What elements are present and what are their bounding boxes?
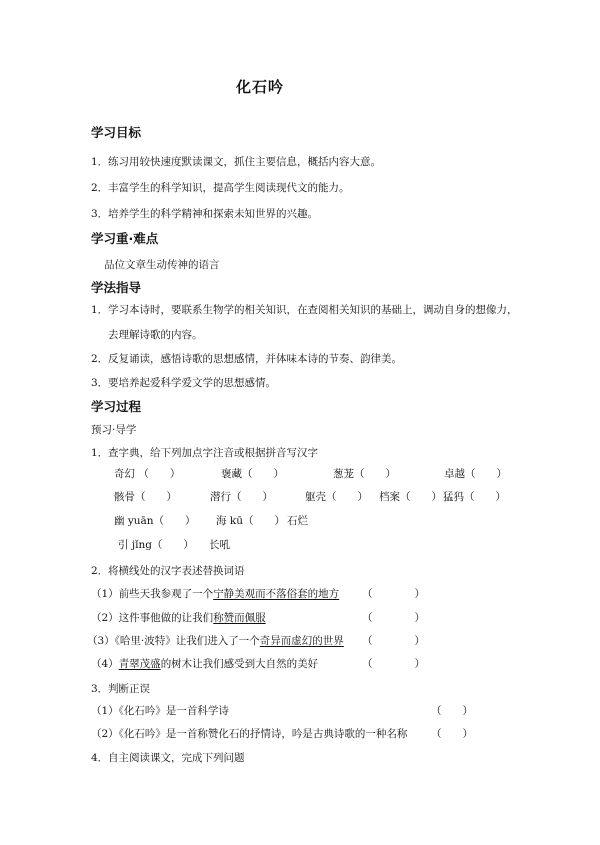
q3-prompt: 判断正误 xyxy=(108,683,150,695)
q2-item-3-underlined: 奇异而虚幻的世界 xyxy=(259,635,344,647)
q3-item-2: （2）《化石吟》是一首称赞化石的抒情诗，吟是古典诗歌的一种名称 xyxy=(91,728,408,740)
q1-word-8: 档案（ ） xyxy=(379,491,442,503)
q1-word-13: 引 jǐng（ ） xyxy=(118,539,194,551)
goal-item-2: 丰富学生的科学知识，提高学生阅读现代文的能力。 xyxy=(108,182,350,194)
q1-word-3: 葱茏（ ） xyxy=(333,468,396,480)
goal-item-3: 培养学生的科学精神和探索未知世界的兴趣。 xyxy=(108,208,318,220)
goal-item-num-1: 1． xyxy=(91,156,109,168)
method-item-1: 学习本诗时，要联系生物学的相关知识，在查阅相关知识的基础上，调动自身的想像力， xyxy=(108,304,518,316)
q2-item-3-pre: （3）《哈里·波特》让我们进入了一个 xyxy=(87,635,260,647)
q2-item-1-answer-paren: （ ） xyxy=(362,588,425,600)
q2-item-4-underlined: 青翠茂盛 xyxy=(118,658,161,670)
q3-item-1: （1）《化石吟》是一首科学诗 xyxy=(91,705,229,717)
q2-num: 2． xyxy=(91,565,109,577)
q1-word-4: 卓越（ ） xyxy=(444,468,507,480)
q2-item-1 xyxy=(91,589,339,600)
q1-word-12: 石烂 xyxy=(287,515,308,527)
q1-word-5: 骸骨（ ） xyxy=(114,491,177,503)
q2-item-4-post: 的树木让我们感受到大自然的美好 xyxy=(160,658,319,670)
q1-word-7: 躯壳（ ） xyxy=(305,491,368,503)
q2-item-2 xyxy=(91,613,266,624)
goal-item-num-2: 2． xyxy=(91,182,109,194)
q2-item-4-pre: （4） xyxy=(91,658,119,670)
q2-item-2-pre: （2）这件事他做的让我们 xyxy=(91,612,214,624)
q1-num: 1． xyxy=(91,447,109,459)
q2-item-4 xyxy=(91,659,318,670)
q1-word-14: 长吼 xyxy=(209,539,230,551)
q1-word-9: 猛犸（ ） xyxy=(443,491,506,503)
page-title: 化石吟 xyxy=(236,78,285,96)
q1-word-10: 幽 yuān（ ） xyxy=(114,515,196,527)
q2-item-3-answer-paren: （ ） xyxy=(362,635,425,647)
method-item-2: 反复诵读，感悟诗歌的思想感情，并体味本诗的节奏、韵律美。 xyxy=(108,353,402,365)
q2-item-4-answer-paren: （ ） xyxy=(362,658,425,670)
q2-prompt: 将横线处的汉字表述替换词语 xyxy=(108,565,245,577)
section-heading-goals: 学习目标 xyxy=(91,125,142,140)
q2-item-3 xyxy=(87,636,344,647)
key-points-text: 品位文章生动传神的语言 xyxy=(104,259,220,271)
section-heading-process: 学习过程 xyxy=(91,399,142,414)
q4-prompt: 自主阅读课文，完成下列问题 xyxy=(108,752,245,764)
process-subheading: 预习·导学 xyxy=(91,424,137,436)
q4-num: 4． xyxy=(91,752,109,764)
section-heading-method: 学法指导 xyxy=(91,280,142,295)
q1-prompt: 查字典，给下列加点字注音或根据拼音写汉字 xyxy=(108,447,318,459)
section-heading-key-points: 学习重·难点 xyxy=(91,231,159,246)
q1-word-1: 奇幻 （ ） xyxy=(114,468,181,480)
q1-word-6: 潜行（ ） xyxy=(210,491,273,503)
method-item-num-1: 1． xyxy=(91,304,109,316)
q2-item-1-underlined: 宁静美观而不落俗套的地方 xyxy=(213,588,340,600)
method-item-1-continued: 去理解诗歌的内容。 xyxy=(108,329,203,341)
goal-item-1: 练习用较快速度默读课文，抓住主要信息，概括内容大意。 xyxy=(108,156,381,168)
q3-num: 3． xyxy=(91,683,109,695)
method-item-3: 要培养起爱科学爱文学的思想感情。 xyxy=(108,377,276,389)
goal-item-num-3: 3． xyxy=(91,208,109,220)
q2-item-1-pre: （1）前些天我参观了一个 xyxy=(91,588,214,600)
q2-item-2-underlined: 称赞而佩服 xyxy=(213,612,266,624)
q3-item-2-answer-paren: （ ） xyxy=(431,728,473,740)
q1-word-2: 褒藏（ ） xyxy=(221,468,284,480)
q1-word-11: 海 kū（ ） xyxy=(216,515,285,527)
q2-item-2-answer-paren: （ ） xyxy=(362,612,425,624)
method-item-num-2: 2． xyxy=(91,353,109,365)
method-item-num-3: 3． xyxy=(91,377,109,389)
q3-item-1-answer-paren: （ ） xyxy=(431,705,473,717)
